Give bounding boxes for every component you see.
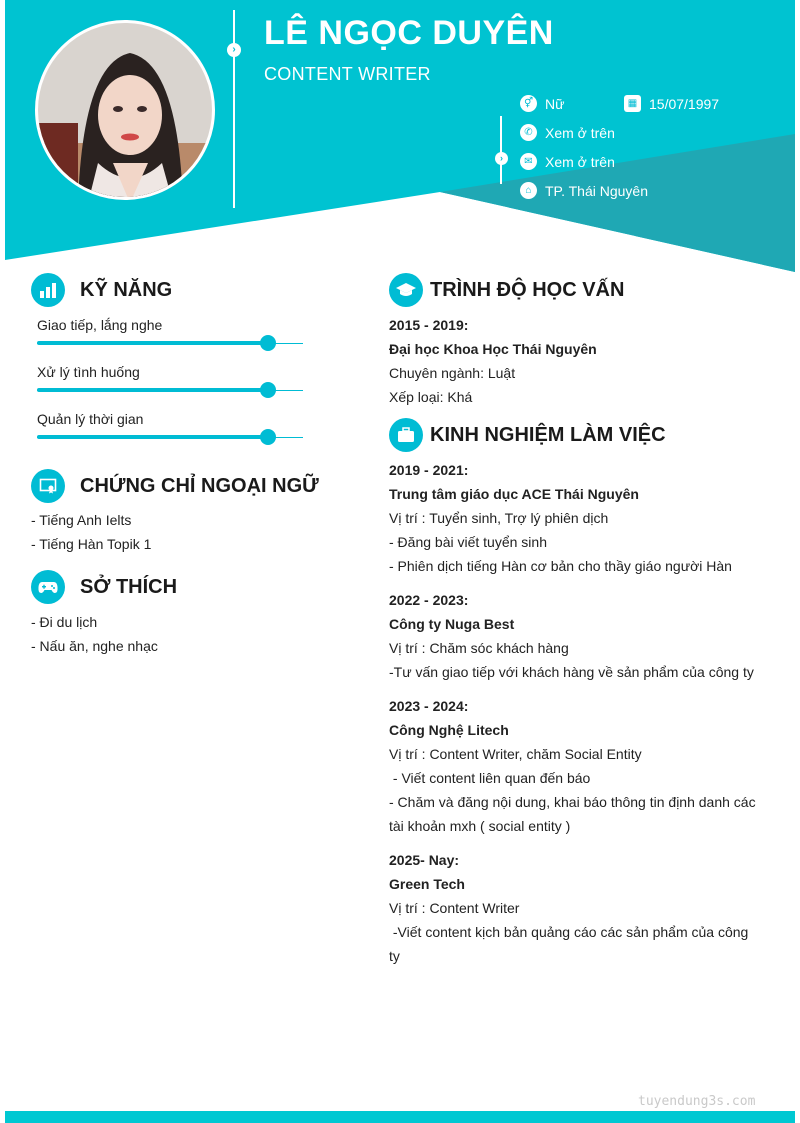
experience-heading: KINH NGHIỆM LÀM VIỆC [430, 424, 666, 446]
education-period: 2015 - 2019: [389, 317, 469, 333]
job-company: Trung tâm giáo dục ACE Thái Nguyên [389, 486, 639, 502]
graduation-cap-icon [389, 273, 423, 307]
hobbies-heading: SỞ THÍCH [80, 576, 178, 598]
briefcase-icon [389, 418, 423, 452]
contact-gender [520, 95, 564, 112]
job-line: - Đăng bài viết tuyển sinh [389, 534, 547, 550]
contact-line [500, 116, 502, 184]
skill-bar-fill [37, 435, 268, 439]
job-line: Vị trí : Content Writer [389, 900, 520, 916]
chevron-right-icon: › [227, 43, 241, 57]
education-major: Chuyên ngành: Luật [389, 365, 516, 381]
chevron-right-icon: › [495, 152, 508, 165]
job-line: Vị trí : Chăm sóc khách hàng [389, 640, 569, 656]
bar-chart-icon [31, 273, 65, 307]
skill-bar-knob [260, 382, 276, 398]
contact-phone [520, 124, 615, 141]
address-value: TP. Thái Nguyên [545, 182, 648, 199]
hobby-item: - Nấu ăn, nghe nhạc [31, 638, 158, 654]
skill-bar-fill [37, 341, 268, 345]
avatar [35, 20, 215, 200]
job-line: -Tư vấn giao tiếp với khách hàng về sản phẩm của công ty [389, 664, 754, 680]
job-line: tài khoản mxh ( social entity ) [389, 818, 571, 834]
contact-birthday [624, 95, 719, 112]
job-line: Vị trí : Tuyển sinh, Trợ lý phiên dịch [389, 510, 609, 526]
skills-heading: KỸ NĂNG [80, 279, 173, 301]
email-icon: ✉ [520, 153, 537, 170]
footer-bar [5, 1111, 795, 1123]
skill-label: Quản lý thời gian [37, 411, 144, 427]
education-heading: TRÌNH ĐỘ HỌC VẤN [430, 279, 625, 301]
portrait-image [38, 23, 215, 200]
job-company: Công ty Nuga Best [389, 616, 515, 632]
candidate-name: LÊ NGỌC DUYÊN [264, 14, 554, 52]
email-value: Xem ở trên [545, 153, 615, 170]
job-line: ty [389, 948, 400, 964]
home-icon: ⌂ [520, 182, 537, 199]
skill-bar-knob [260, 429, 276, 445]
job-line: - Chăm và đăng nội dung, khai báo thông tin định danh các [389, 794, 756, 810]
certificate-item: - Tiếng Anh Ielts [31, 512, 132, 528]
gender-icon: ⚥ [520, 95, 537, 112]
hobby-item: - Đi du lịch [31, 614, 98, 630]
skill-label: Xử lý tình huống [37, 364, 140, 380]
job-period: 2022 - 2023: [389, 592, 469, 608]
job-company: Green Tech [389, 876, 465, 892]
calendar-icon: ▦ [624, 95, 641, 112]
education-school: Đại học Khoa Học Thái Nguyên [389, 341, 597, 357]
contact-address [520, 182, 648, 199]
job-period: 2023 - 2024: [389, 698, 469, 714]
certificate-icon [31, 469, 65, 503]
job-period: 2025- Nay: [389, 852, 460, 868]
job-line: - Phiên dịch tiếng Hàn cơ bản cho thầy giáo người Hàn [389, 558, 732, 574]
job-line: -Viết content kịch bản quảng cáo các sản phẩm của công [389, 924, 749, 940]
timeline-line [233, 10, 235, 208]
phone-icon: ✆ [520, 124, 537, 141]
gender-value: Nữ [545, 95, 565, 112]
watermark: tuyendung3s.com [638, 1094, 756, 1109]
certificates-heading: CHỨNG CHỈ NGOẠI NGỮ [80, 475, 319, 497]
contact-email [520, 153, 615, 170]
education-grade: Xếp loại: Khá [389, 389, 473, 405]
phone-value: Xem ở trên [545, 124, 615, 141]
skill-bar-fill [37, 388, 268, 392]
job-period: 2019 - 2021: [389, 462, 469, 478]
birthday-value: 15/07/1997 [649, 95, 720, 112]
job-company: Công Nghệ Litech [389, 722, 509, 738]
job-title: CONTENT WRITER [264, 64, 431, 84]
certificate-item: - Tiếng Hàn Topik 1 [31, 536, 152, 552]
skill-bar-knob [260, 335, 276, 351]
job-line: - Viết content liên quan đến báo [389, 770, 591, 786]
job-line: Vị trí : Content Writer, chăm Social Entity [389, 746, 642, 762]
skill-label: Giao tiếp, lắng nghe [37, 317, 163, 333]
gamepad-icon [31, 570, 65, 604]
